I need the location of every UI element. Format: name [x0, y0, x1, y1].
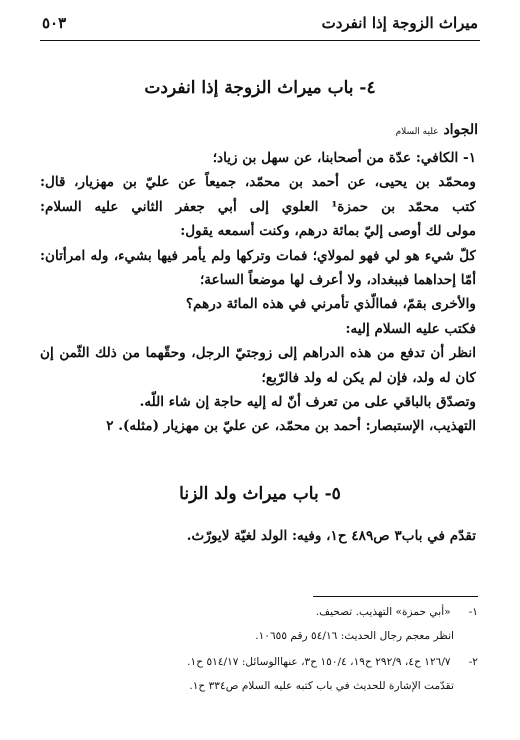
footnote-text: ١٢٦/٧ ح٤، ٢٩٢/٩ ح١٩، ١٥٠/٤ ح٣، عنهاالوسائل: ٥١٤/١٧ ح١. [187, 656, 451, 668]
footnote [40, 630, 478, 642]
footnote [40, 606, 478, 618]
footnote-text: «أبي حمزة» التهذيب. تصحيف. [315, 606, 451, 618]
text-line: مولى لك أوصى إليّ بمائة درهم، وكنت أسمعه يقول: [180, 223, 476, 240]
text-line: والأخرى بقمّ، فماالّذي تأمرني في هذه المائة درهم؟ [185, 296, 476, 313]
imam-salutation: عليه السلام [395, 127, 439, 137]
footnote-number: ١- [468, 606, 478, 618]
header-divider [40, 40, 480, 41]
footnote [40, 680, 478, 692]
imam-heading [396, 122, 478, 138]
text-line: وتصدّق بالباقي على من تعرف أنّ له إليه حاجة إن شاء اللّه. [139, 393, 476, 410]
page-number: ٥٠٣ [42, 14, 67, 32]
text-line: التهذيب، الإستبصار: أحمد بن محمّد، عن عليّ بن مهزيار (مثله). ٢ [106, 418, 476, 435]
footnote-divider [313, 596, 478, 597]
cross-reference: تقدّم في باب٣ ص٤٨٩ ح١، وفيه: الولد لغيّة لايورّث. [186, 528, 476, 544]
hadith-text [40, 146, 476, 439]
text-line: ١- الكافي: عدّة من أصحابنا، عن سهل بن زياد؛ [212, 150, 476, 166]
text-line: كان له ولد، فإن لم يكن له ولد فالرّبع؛ [261, 369, 476, 386]
text-line: ومحمّد بن يحيى، عن أحمد بن محمّد، جميعاً عن عليّ بن مهزيار، قال: [40, 174, 476, 191]
footnote-text: انظر معجم رجال الحديث: ٥٤/١٦ رقم ١٠٦٥٥. [255, 630, 454, 642]
header-title: ميراث الزوجة إذا انفردت [321, 14, 478, 32]
text-line: فكتب عليه السلام إليه: [345, 320, 476, 337]
running-header [42, 14, 478, 38]
section-title: ٤- باب ميراث الزوجة إذا انفردت [144, 78, 376, 98]
footnote [40, 656, 478, 668]
text-line: أمّا إحداهما فببغداد، ولا أعرف لها موضعاً الساعة؛ [199, 271, 476, 288]
footnote-number: ٢- [468, 656, 478, 668]
section-title: ٥- باب ميراث ولد الزنا [179, 484, 341, 504]
footnote-text: تقدّمت الإشارة للحديث في باب كتبه عليه السلام ص٣٣٤ ح١. [189, 680, 454, 692]
text-line: كلّ شيء هو لي فهو لمولاي؛ فمات وتركها ولم يأمر فيها بشيء، وله امرأتان: [40, 247, 476, 264]
text-line: كتب محمّد بن حمزة¹ العلوي إلى أبي جعفر الثاني عليه السلام: [40, 198, 476, 215]
text-line: انظر أن تدفع من هذه الدراهم إلى زوجتيّ الرجل، وحقّهما من ذلك الثّمن إن [40, 345, 476, 362]
imam-name: الجواد [443, 122, 478, 138]
